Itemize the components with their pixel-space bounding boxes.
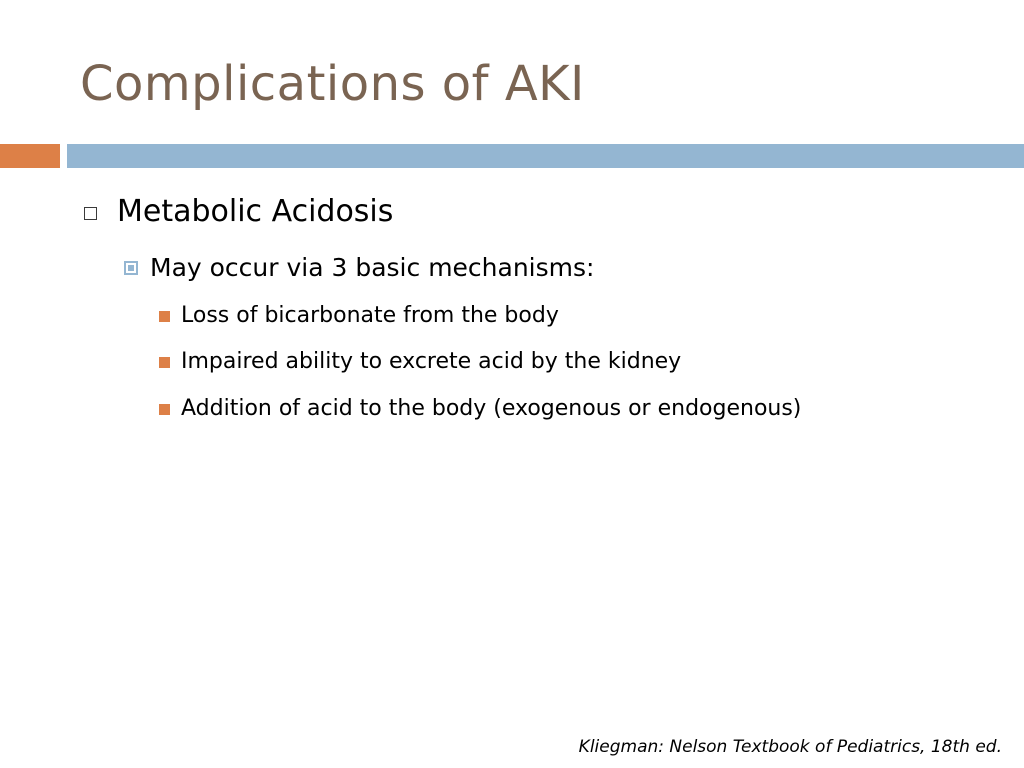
bullet-level2: [124, 250, 594, 286]
bullet-level1-text: Metabolic Acidosis: [117, 194, 394, 229]
bullet-level3-text: Impaired ability to excrete acid by the kidney: [181, 349, 682, 374]
source-citation: Kliegman: Nelson Textbook of Pediatrics, 18th ed.: [578, 737, 1002, 757]
bullet-level3-item: [159, 346, 681, 378]
hollow-square-bullet-icon: [84, 207, 97, 220]
accent-bar-orange: [0, 144, 60, 168]
bullet-level3-text: Addition of acid to the body (exogenous or endogenous): [181, 396, 802, 421]
bullet-level1: [84, 190, 393, 234]
filled-square-bullet-icon: [159, 357, 170, 368]
filled-square-bullet-icon: [159, 404, 170, 415]
bullet-level2-text: May occur via 3 basic mechanisms:: [150, 253, 595, 282]
framed-square-bullet-icon: [124, 261, 138, 275]
filled-square-bullet-icon: [159, 311, 170, 322]
bullet-level3-text: Loss of bicarbonate from the body: [181, 303, 559, 328]
bullet-level3-item: [159, 300, 559, 332]
slide-title: Complications of AKI: [80, 56, 585, 112]
bullet-level3-item: [159, 393, 801, 425]
accent-bar-blue: [67, 144, 1024, 168]
